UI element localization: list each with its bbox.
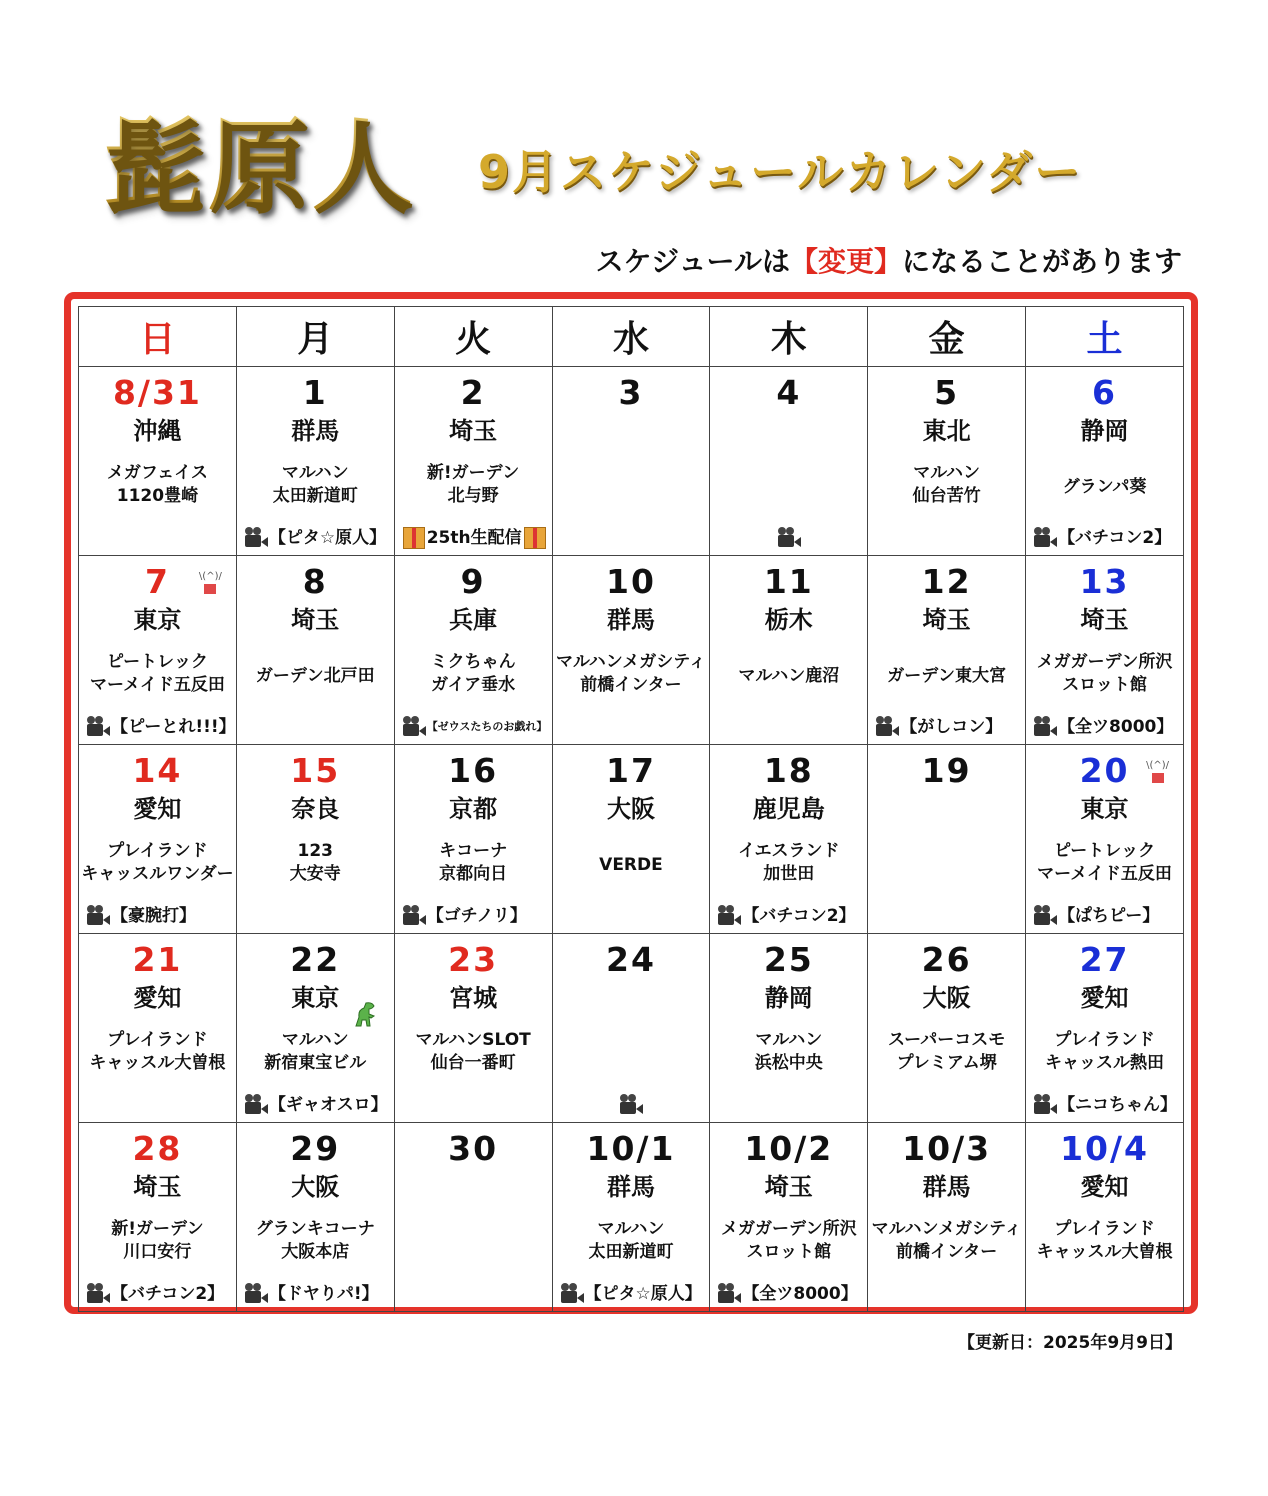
venue-label: キコーナ 京都向日 bbox=[439, 841, 508, 884]
day-cell bbox=[552, 556, 710, 745]
day-number: 27 bbox=[1079, 940, 1130, 979]
day-number: 10/3 bbox=[902, 1129, 992, 1168]
event-tag-label: 【バチコン2】 bbox=[742, 906, 856, 926]
day-cell bbox=[710, 556, 868, 745]
week-row bbox=[79, 745, 1184, 934]
event-tag bbox=[874, 712, 1021, 738]
day-number: 2 bbox=[460, 373, 486, 412]
day-number: 14 bbox=[132, 751, 183, 790]
prefecture-label: 群馬 bbox=[606, 1173, 655, 1201]
day-cell bbox=[1026, 934, 1184, 1123]
event-tag bbox=[85, 1279, 232, 1305]
day-cell bbox=[868, 556, 1026, 745]
day-cell bbox=[394, 745, 552, 934]
venue-label: マルハン 浜松中央 bbox=[754, 1030, 823, 1073]
event-tag bbox=[243, 523, 390, 549]
day-cell bbox=[1026, 367, 1184, 556]
gift-icon bbox=[524, 527, 546, 549]
prefecture-label: 東京 bbox=[133, 606, 182, 634]
day-cell bbox=[710, 934, 868, 1123]
prefecture-label: 大阪 bbox=[291, 1173, 340, 1201]
event-tag bbox=[1032, 523, 1179, 549]
day-cell bbox=[236, 556, 394, 745]
day-cell bbox=[236, 367, 394, 556]
prefecture-label: 静岡 bbox=[764, 984, 813, 1012]
day-number: 8/31 bbox=[112, 373, 202, 412]
venue-label: 123 大安寺 bbox=[289, 841, 341, 884]
day-cell bbox=[236, 934, 394, 1123]
prefecture-label: 愛知 bbox=[1080, 984, 1129, 1012]
day-cell bbox=[79, 367, 237, 556]
event-tag-label: 【全ツ8000】 bbox=[742, 1284, 858, 1304]
event-tag-label: 【ゴチノリ】 bbox=[426, 906, 527, 926]
day-number: 23 bbox=[448, 940, 499, 979]
week-row bbox=[79, 1123, 1184, 1312]
notice-highlight: 【変更】 bbox=[789, 245, 902, 278]
event-tag-label: 【ゼウスたちのお戯れ】 bbox=[426, 720, 548, 733]
event-tag bbox=[553, 1094, 710, 1116]
day-cell bbox=[710, 367, 868, 556]
prefecture-label: 埼玉 bbox=[291, 606, 340, 634]
event-tag-label: 【がしコン】 bbox=[900, 717, 1003, 737]
prefecture-label: 群馬 bbox=[606, 606, 655, 634]
day-cell bbox=[868, 934, 1026, 1123]
movie-camera-icon bbox=[618, 1094, 644, 1116]
prefecture-label: 愛知 bbox=[133, 795, 182, 823]
day-number: 3 bbox=[618, 373, 644, 412]
event-tag-label: 【ピタ☆原人】 bbox=[268, 528, 387, 548]
movie-camera-icon bbox=[401, 905, 427, 927]
weekday-sat: 土 bbox=[1026, 307, 1184, 367]
venue-label: イエスランド 加世田 bbox=[738, 841, 840, 884]
day-number: 1 bbox=[302, 373, 328, 412]
venue-label: メガフェイス 1120豊崎 bbox=[106, 463, 208, 506]
weekday-fri: 金 bbox=[868, 307, 1026, 367]
day-cell bbox=[710, 745, 868, 934]
week-row bbox=[79, 556, 1184, 745]
event-tag bbox=[85, 712, 236, 738]
movie-camera-icon bbox=[874, 716, 900, 738]
day-cell bbox=[394, 367, 552, 556]
day-number: 10/1 bbox=[586, 1129, 676, 1168]
prefecture-label: 東京 bbox=[1080, 795, 1129, 823]
prefecture-label: 宮城 bbox=[449, 984, 498, 1012]
event-tag bbox=[1032, 712, 1179, 738]
movie-camera-icon bbox=[1032, 716, 1058, 738]
day-number: 18 bbox=[763, 751, 814, 790]
day-number: 30 bbox=[448, 1129, 499, 1168]
weekday-thu: 木 bbox=[710, 307, 868, 367]
day-cell bbox=[79, 745, 237, 934]
prefecture-label: 埼玉 bbox=[449, 417, 498, 445]
event-tag-label: 【豪腕打】 bbox=[111, 906, 196, 926]
venue-label: スーパーコスモ プレミアム堺 bbox=[887, 1030, 1006, 1073]
day-number: 12 bbox=[921, 562, 972, 601]
venue-label: マルハン 仙台苦竹 bbox=[912, 463, 981, 506]
prefecture-label: 大阪 bbox=[606, 795, 655, 823]
weekday-header-row bbox=[79, 307, 1184, 367]
venue-label: ガーデン北戸田 bbox=[255, 666, 375, 686]
day-cell bbox=[552, 745, 710, 934]
day-number: 7 bbox=[144, 562, 170, 601]
day-cell bbox=[236, 745, 394, 934]
day-number: 26 bbox=[921, 940, 972, 979]
prefecture-label: 栃木 bbox=[764, 606, 813, 634]
updated-date: 【更新日：2025年9月9日】 bbox=[958, 1333, 1182, 1353]
day-number: 8 bbox=[302, 562, 328, 601]
venue-label: マルハン鹿沼 bbox=[738, 666, 840, 686]
prefecture-label: 埼玉 bbox=[1080, 606, 1129, 634]
event-tag bbox=[1032, 1090, 1179, 1116]
event-tag-label: 【ぱちピー】 bbox=[1058, 906, 1160, 926]
movie-camera-icon bbox=[776, 527, 802, 549]
day-cell bbox=[79, 934, 237, 1123]
event-tag-label: 【ピーとれ!!!】 bbox=[111, 717, 236, 737]
event-tag bbox=[710, 527, 867, 549]
venue-label: 新!ガーデン 北与野 bbox=[426, 463, 520, 506]
event-tag-label: 【ギャオスロ】 bbox=[268, 1095, 388, 1115]
venue-label: ピートレック マーメイド五反田 bbox=[1037, 841, 1172, 884]
event-tag bbox=[1032, 901, 1179, 927]
day-number: 20 bbox=[1079, 751, 1130, 790]
event-tag bbox=[243, 1279, 390, 1305]
event-tag bbox=[401, 523, 548, 549]
day-cell bbox=[394, 556, 552, 745]
venue-label: メガガーデン所沢 スロット館 bbox=[720, 1219, 857, 1262]
movie-camera-icon bbox=[559, 1283, 585, 1305]
doodle-figure-icon: \(^)/ bbox=[199, 572, 222, 594]
prefecture-label: 群馬 bbox=[922, 1173, 971, 1201]
notice-after: になることがあります bbox=[901, 245, 1182, 278]
venue-label: プレイランド キャッスル熱田 bbox=[1045, 1030, 1165, 1073]
day-cell bbox=[79, 556, 237, 745]
movie-camera-icon bbox=[85, 1283, 111, 1305]
prefecture-label: 埼玉 bbox=[922, 606, 971, 634]
day-cell bbox=[868, 367, 1026, 556]
prefecture-label: 奈良 bbox=[291, 795, 340, 823]
day-number: 13 bbox=[1079, 562, 1130, 601]
event-tag-label: 【バチコン2】 bbox=[111, 1284, 225, 1304]
event-tag bbox=[85, 901, 232, 927]
prefecture-label: 群馬 bbox=[291, 417, 340, 445]
prefecture-label: 大阪 bbox=[922, 984, 971, 1012]
day-number: 29 bbox=[290, 1129, 341, 1168]
day-number: 11 bbox=[763, 562, 814, 601]
day-cell bbox=[1026, 556, 1184, 745]
movie-camera-icon bbox=[85, 716, 111, 738]
event-tag-label: 【全ツ8000】 bbox=[1058, 717, 1174, 737]
week-row bbox=[79, 367, 1184, 556]
movie-camera-icon bbox=[716, 905, 742, 927]
event-tag bbox=[559, 1279, 706, 1305]
day-number: 24 bbox=[605, 940, 656, 979]
venue-label: マルハンメガシティ 前橋インター bbox=[871, 1219, 1022, 1262]
venue-label: ミクちゃん ガイア垂水 bbox=[430, 652, 516, 695]
event-tag bbox=[401, 716, 548, 738]
calendar-subtitle: 9月スケジュールカレンダー bbox=[478, 145, 1083, 199]
prefecture-label: 沖縄 bbox=[133, 417, 182, 445]
day-number: 6 bbox=[1092, 373, 1118, 412]
day-number: 28 bbox=[132, 1129, 183, 1168]
venue-label: グランキコーナ 大阪本店 bbox=[255, 1219, 375, 1262]
venue-label: グランパ葵 bbox=[1062, 477, 1147, 497]
venue-label: マルハン 太田新道町 bbox=[588, 1219, 674, 1262]
event-tag bbox=[243, 1090, 390, 1116]
dinosaur-icon bbox=[350, 1000, 380, 1030]
prefecture-label: 愛知 bbox=[133, 984, 182, 1012]
prefecture-label: 京都 bbox=[449, 795, 498, 823]
calendar-title: 髭原人 bbox=[104, 86, 416, 230]
day-number: 4 bbox=[776, 373, 802, 412]
movie-camera-icon bbox=[401, 716, 427, 738]
prefecture-label: 鹿児島 bbox=[752, 795, 825, 823]
venue-label: プレイランド キャッスル大曽根 bbox=[89, 1030, 226, 1073]
day-number: 22 bbox=[290, 940, 341, 979]
day-number: 25 bbox=[763, 940, 814, 979]
event-tag bbox=[401, 901, 548, 927]
venue-label: プレイランド キャッスルワンダー bbox=[81, 841, 234, 884]
weekday-tue: 火 bbox=[394, 307, 552, 367]
prefecture-label: 兵庫 bbox=[449, 606, 498, 634]
day-cell bbox=[236, 1123, 394, 1312]
day-cell bbox=[394, 934, 552, 1123]
schedule-notice bbox=[596, 240, 1182, 280]
movie-camera-icon bbox=[243, 1283, 269, 1305]
venue-label: メガガーデン所沢 スロット館 bbox=[1036, 652, 1173, 695]
movie-camera-icon bbox=[716, 1283, 742, 1305]
venue-label: マルハン 新宿東宝ビル bbox=[264, 1030, 367, 1073]
weekday-wed: 水 bbox=[552, 307, 710, 367]
venue-label: マルハン 太田新道町 bbox=[272, 463, 358, 506]
venue-label: プレイランド キャッスル大曽根 bbox=[1036, 1219, 1173, 1262]
weekday-sun: 日 bbox=[79, 307, 237, 367]
day-cell bbox=[868, 1123, 1026, 1312]
venue-label: ガーデン東大宮 bbox=[887, 666, 1006, 686]
calendar-body bbox=[79, 367, 1184, 1312]
movie-camera-icon bbox=[1032, 1094, 1058, 1116]
event-tag-label: 25th生配信 bbox=[426, 528, 522, 548]
day-cell bbox=[1026, 1123, 1184, 1312]
day-cell bbox=[394, 1123, 552, 1312]
event-tag-label: 【ピタ☆原人】 bbox=[584, 1284, 702, 1304]
calendar-grid bbox=[78, 306, 1184, 1312]
day-number: 17 bbox=[605, 751, 656, 790]
venue-label: マルハンメガシティ 前橋インター bbox=[555, 652, 706, 695]
notice-before: スケジュールは bbox=[595, 245, 790, 278]
day-number: 19 bbox=[921, 751, 972, 790]
day-number: 10 bbox=[605, 562, 656, 601]
calendar-frame bbox=[64, 292, 1198, 1314]
venue-label: マルハンSLOT 仙台一番町 bbox=[415, 1030, 531, 1073]
venue-label: VERDE bbox=[599, 855, 663, 875]
movie-camera-icon bbox=[1032, 905, 1058, 927]
prefecture-label: 愛知 bbox=[1080, 1173, 1129, 1201]
day-cell bbox=[552, 1123, 710, 1312]
day-number: 9 bbox=[460, 562, 486, 601]
venue-label: ピートレック マーメイド五反田 bbox=[90, 652, 225, 695]
day-number: 5 bbox=[934, 373, 960, 412]
prefecture-label: 埼玉 bbox=[764, 1173, 813, 1201]
prefecture-label: 埼玉 bbox=[133, 1173, 182, 1201]
day-number: 16 bbox=[448, 751, 499, 790]
movie-camera-icon bbox=[243, 527, 269, 549]
day-cell bbox=[710, 1123, 868, 1312]
day-cell bbox=[868, 745, 1026, 934]
event-tag bbox=[716, 1279, 863, 1305]
prefecture-label: 静岡 bbox=[1080, 417, 1129, 445]
prefecture-label: 東北 bbox=[922, 417, 971, 445]
day-number: 15 bbox=[290, 751, 341, 790]
event-tag bbox=[716, 901, 863, 927]
day-cell bbox=[1026, 745, 1184, 934]
movie-camera-icon bbox=[1032, 527, 1058, 549]
event-tag-label: 【バチコン2】 bbox=[1058, 528, 1172, 548]
day-cell bbox=[552, 934, 710, 1123]
weekday-mon: 月 bbox=[236, 307, 394, 367]
day-number: 21 bbox=[132, 940, 183, 979]
event-tag-label: 【ドヤりパ!】 bbox=[268, 1284, 379, 1304]
movie-camera-icon bbox=[85, 905, 111, 927]
event-tag-label: 【ニコちゃん】 bbox=[1058, 1095, 1178, 1115]
day-cell bbox=[552, 367, 710, 556]
venue-label: 新!ガーデン 川口安行 bbox=[111, 1219, 204, 1262]
day-number: 10/4 bbox=[1060, 1129, 1149, 1168]
prefecture-label: 東京 bbox=[291, 984, 340, 1012]
movie-camera-icon bbox=[243, 1094, 269, 1116]
doodle-figure-icon: \(^)/ bbox=[1146, 761, 1169, 783]
gift-icon bbox=[403, 527, 425, 549]
week-row bbox=[79, 934, 1184, 1123]
day-number: 10/2 bbox=[744, 1129, 834, 1168]
day-cell bbox=[79, 1123, 237, 1312]
